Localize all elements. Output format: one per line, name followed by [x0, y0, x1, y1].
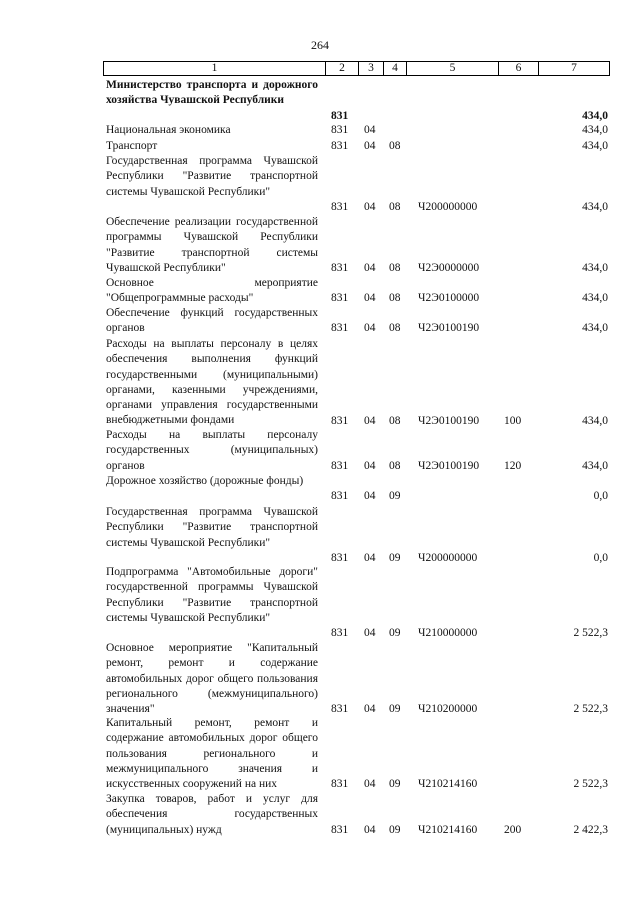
header-col-5: 5	[406, 62, 498, 75]
cell-c5: Ч2Э0100190	[418, 322, 480, 335]
table-row	[106, 474, 610, 505]
cell-c3: 04	[364, 140, 376, 152]
cell-c4: 09	[389, 490, 401, 503]
cell-c5: Ч210214160	[418, 778, 478, 791]
cell-c6: 100	[504, 414, 522, 427]
cell-c7: 434,0	[582, 414, 608, 427]
cell-c7: 434,0	[582, 140, 608, 152]
cell-c3: 04	[364, 124, 376, 136]
row-name: Расходы на выплаты персоналу государственных (муниципальных) органов	[106, 429, 318, 472]
cell-c3: 04	[364, 703, 376, 716]
cell-c4: 08	[389, 292, 401, 305]
cell-c7: 434,0	[582, 200, 608, 213]
cell-c3: 04	[364, 823, 376, 836]
row-name: Обеспечение реализации государственной программы Чувашской Республики "Развитие транспортной системы Чувашской Республики"	[106, 216, 318, 274]
table-row	[106, 792, 610, 838]
page-number: 264	[311, 38, 329, 52]
table-row	[106, 78, 610, 124]
row-name: Основное мероприятие "Общепрограммные расходы"	[106, 277, 318, 305]
cell-c3: 04	[364, 322, 376, 335]
row-name: Расходы на выплаты персоналу в целях обеспечения выполнения функций государственными (муниципальными) органами, казенными учреждениями, органами управления государственными внебюджетными фондами	[106, 338, 318, 427]
cell-c3: 04	[364, 459, 376, 472]
table-row	[106, 276, 610, 307]
table-row	[106, 139, 610, 154]
cell-c5: Ч200000000	[418, 200, 478, 213]
table-row	[106, 215, 610, 276]
cell-c3: 04	[364, 490, 376, 503]
cell-c3: 04	[364, 778, 376, 791]
cell-c7: 434,0	[582, 292, 608, 305]
header-col-1: 1	[211, 62, 218, 74]
table-row	[106, 505, 610, 566]
cell-c2: 831	[331, 261, 349, 274]
cell-c7: 2 422,3	[573, 823, 608, 836]
cell-c4: 09	[389, 823, 401, 836]
cell-c6: 120	[504, 459, 522, 472]
row-name: Капитальный ремонт, ремонт и содержание автомобильных дорог общего пользования регионального и межмуниципального значения и искусственных сооружений на них	[106, 717, 318, 791]
cell-c3: 04	[364, 292, 376, 305]
cell-c4: 09	[389, 551, 401, 564]
cell-c2: 831	[331, 459, 349, 472]
cell-c5: Ч2Э0100000	[418, 292, 480, 305]
cell-c3: 04	[364, 627, 376, 640]
cell-c4: 08	[389, 459, 401, 472]
cell-c4: 09	[389, 627, 401, 640]
cell-c5: Ч2Э0000000	[418, 261, 480, 274]
cell-c2: 831	[331, 322, 349, 335]
cell-c2: 831	[331, 551, 349, 564]
row-name: Транспорт	[106, 140, 158, 152]
table-row	[106, 123, 610, 138]
row-name: Государственная программа Чувашской Республики "Развитие транспортной системы Чувашской Республики"	[106, 155, 318, 198]
table-row	[106, 565, 610, 642]
cell-c2: 831	[331, 490, 349, 503]
row-name: Министерство транспорта и дорожного хозяйства Чувашской Республики	[106, 79, 318, 107]
cell-c4: 08	[389, 140, 401, 152]
cell-c2: 831	[331, 292, 349, 305]
header-col-2: 2	[325, 62, 358, 75]
cell-c4: 09	[389, 703, 401, 716]
cell-c7: 0,0	[593, 551, 608, 564]
cell-c5: Ч210000000	[418, 627, 478, 640]
cell-c2: 831	[331, 703, 349, 716]
cell-c5: Ч2Э0100190	[418, 414, 480, 427]
cell-c7: 2 522,3	[573, 778, 608, 791]
row-name: Государственная программа Чувашской Республики "Развитие транспортной системы Чувашской Республики"	[106, 506, 318, 549]
cell-c4: 08	[389, 322, 401, 335]
cell-c4: 08	[389, 200, 401, 213]
cell-c2: 831	[331, 414, 349, 427]
cell-c2: 831	[331, 778, 349, 791]
table-row	[106, 641, 610, 718]
table-row	[106, 716, 610, 793]
cell-c3: 04	[364, 200, 376, 213]
cell-c2: 831	[331, 200, 349, 213]
cell-c3: 04	[364, 551, 376, 564]
header-col-7: 7	[538, 62, 609, 75]
cell-c3: 04	[364, 261, 376, 274]
cell-c2: 831	[331, 627, 349, 640]
cell-c5: Ч200000000	[418, 551, 478, 564]
header-col-6: 6	[498, 62, 538, 75]
cell-c7: 434,0	[582, 124, 608, 136]
row-name: Национальная экономика	[106, 124, 231, 136]
cell-c5: Ч210214160	[418, 823, 478, 836]
cell-c7: 434,0	[582, 109, 608, 122]
cell-c3: 04	[364, 414, 376, 427]
header-col-4: 4	[383, 62, 406, 75]
table-row	[106, 428, 610, 474]
cell-c2: 831	[331, 109, 349, 122]
cell-c7: 2 522,3	[573, 627, 608, 640]
table-row	[106, 337, 610, 429]
row-name: Основное мероприятие "Капитальный ремонт, ремонт и содержание автомобильных дорог общего пользования регионального (межмуниципального) значения"	[106, 642, 318, 716]
cell-c4: 08	[389, 414, 401, 427]
cell-c4: 08	[389, 261, 401, 274]
table-row	[106, 154, 610, 215]
cell-c2: 831	[331, 823, 349, 836]
cell-c7: 434,0	[582, 322, 608, 335]
cell-c6: 200	[504, 823, 522, 836]
cell-c7: 434,0	[582, 459, 608, 472]
row-name: Закупка товаров, работ и услуг для обеспечения государственных (муниципальных) нужд	[106, 793, 318, 836]
row-name: Дорожное хозяйство (дорожные фонды)	[106, 475, 304, 487]
cell-c7: 2 522,3	[573, 703, 608, 716]
cell-c5: Ч2Э0100190	[418, 459, 480, 472]
cell-c2: 831	[331, 124, 349, 136]
cell-c7: 434,0	[582, 261, 608, 274]
cell-c4: 09	[389, 778, 401, 791]
table-header	[103, 61, 610, 76]
cell-c7: 0,0	[593, 490, 608, 503]
cell-c2: 831	[331, 140, 349, 152]
row-name: Подпрограмма "Автомобильные дороги" государственной программы Чувашской Республики "Развитие транспортной системы Чувашской Республики"	[106, 566, 318, 624]
cell-c5: Ч210200000	[418, 703, 478, 716]
row-name: Обеспечение функций государственных органов	[106, 307, 318, 335]
table-row	[106, 306, 610, 337]
header-col-3: 3	[358, 62, 383, 75]
